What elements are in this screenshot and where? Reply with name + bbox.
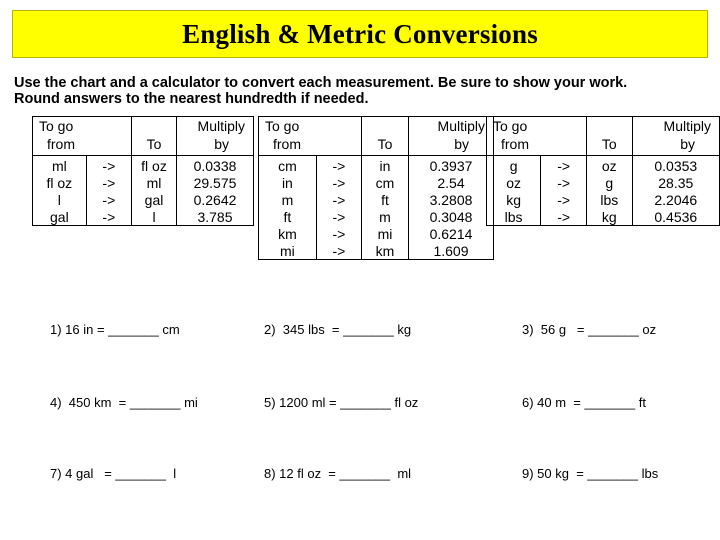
column-factor: 0.0338 29.575 0.2642 3.785 xyxy=(177,156,254,226)
instructions xyxy=(14,75,714,107)
conversion-table-length xyxy=(258,116,494,260)
instructions-line-2: Round answers to the nearest hundredth if needed. xyxy=(14,91,369,107)
column-from: ml fl oz l gal xyxy=(33,156,87,226)
header-multiply: Multiply by xyxy=(177,117,254,156)
column-to: fl oz ml gal l xyxy=(132,156,177,226)
page-title: English & Metric Conversions xyxy=(182,18,538,49)
header-multiply: Multiply by xyxy=(632,117,719,156)
header-to: To xyxy=(132,117,177,156)
header-multiply: Multiply by xyxy=(409,117,494,156)
column-to: oz g lbs kg xyxy=(587,156,633,226)
problem-7: 7) 4 gal = _______ l xyxy=(50,466,177,481)
conversion-table-mass xyxy=(486,116,720,226)
header-to: To xyxy=(587,117,633,156)
column-from: cm in m ft km mi xyxy=(259,156,317,260)
problem-1: 1) 16 in = _______ cm xyxy=(50,322,180,337)
problem-5: 5) 1200 ml = _______ fl oz xyxy=(264,395,419,410)
column-from: g oz kg lbs xyxy=(487,156,541,226)
header-from: To go from xyxy=(487,117,587,156)
header-from: To go from xyxy=(259,117,362,156)
conversion-table-volume xyxy=(32,116,254,226)
header-to: To xyxy=(362,117,409,156)
column-arrow: -> -> -> -> -> -> xyxy=(316,156,361,260)
header-from: To go from xyxy=(33,117,132,156)
column-factor: 0.0353 28.35 2.2046 0.4536 xyxy=(632,156,719,226)
instructions-line-1: Use the chart and a calculator to convert each measurement. Be sure to show your work. xyxy=(14,75,628,91)
column-factor: 0.3937 2.54 3.2808 0.3048 0.6214 1.609 xyxy=(409,156,494,260)
column-to: in cm ft m mi km xyxy=(362,156,409,260)
title-bar xyxy=(12,10,708,58)
problem-3: 3) 56 g = _______ oz xyxy=(522,322,657,337)
problem-9: 9) 50 kg = _______ lbs xyxy=(522,466,659,481)
column-arrow: -> -> -> -> xyxy=(541,156,587,226)
problem-6: 6) 40 m = _______ ft xyxy=(522,395,646,410)
problem-8: 8) 12 fl oz = _______ ml xyxy=(264,466,412,481)
problem-2: 2) 345 lbs = _______ kg xyxy=(264,322,412,337)
column-arrow: -> -> -> -> xyxy=(86,156,131,226)
problem-4: 4) 450 km = _______ mi xyxy=(50,395,198,410)
